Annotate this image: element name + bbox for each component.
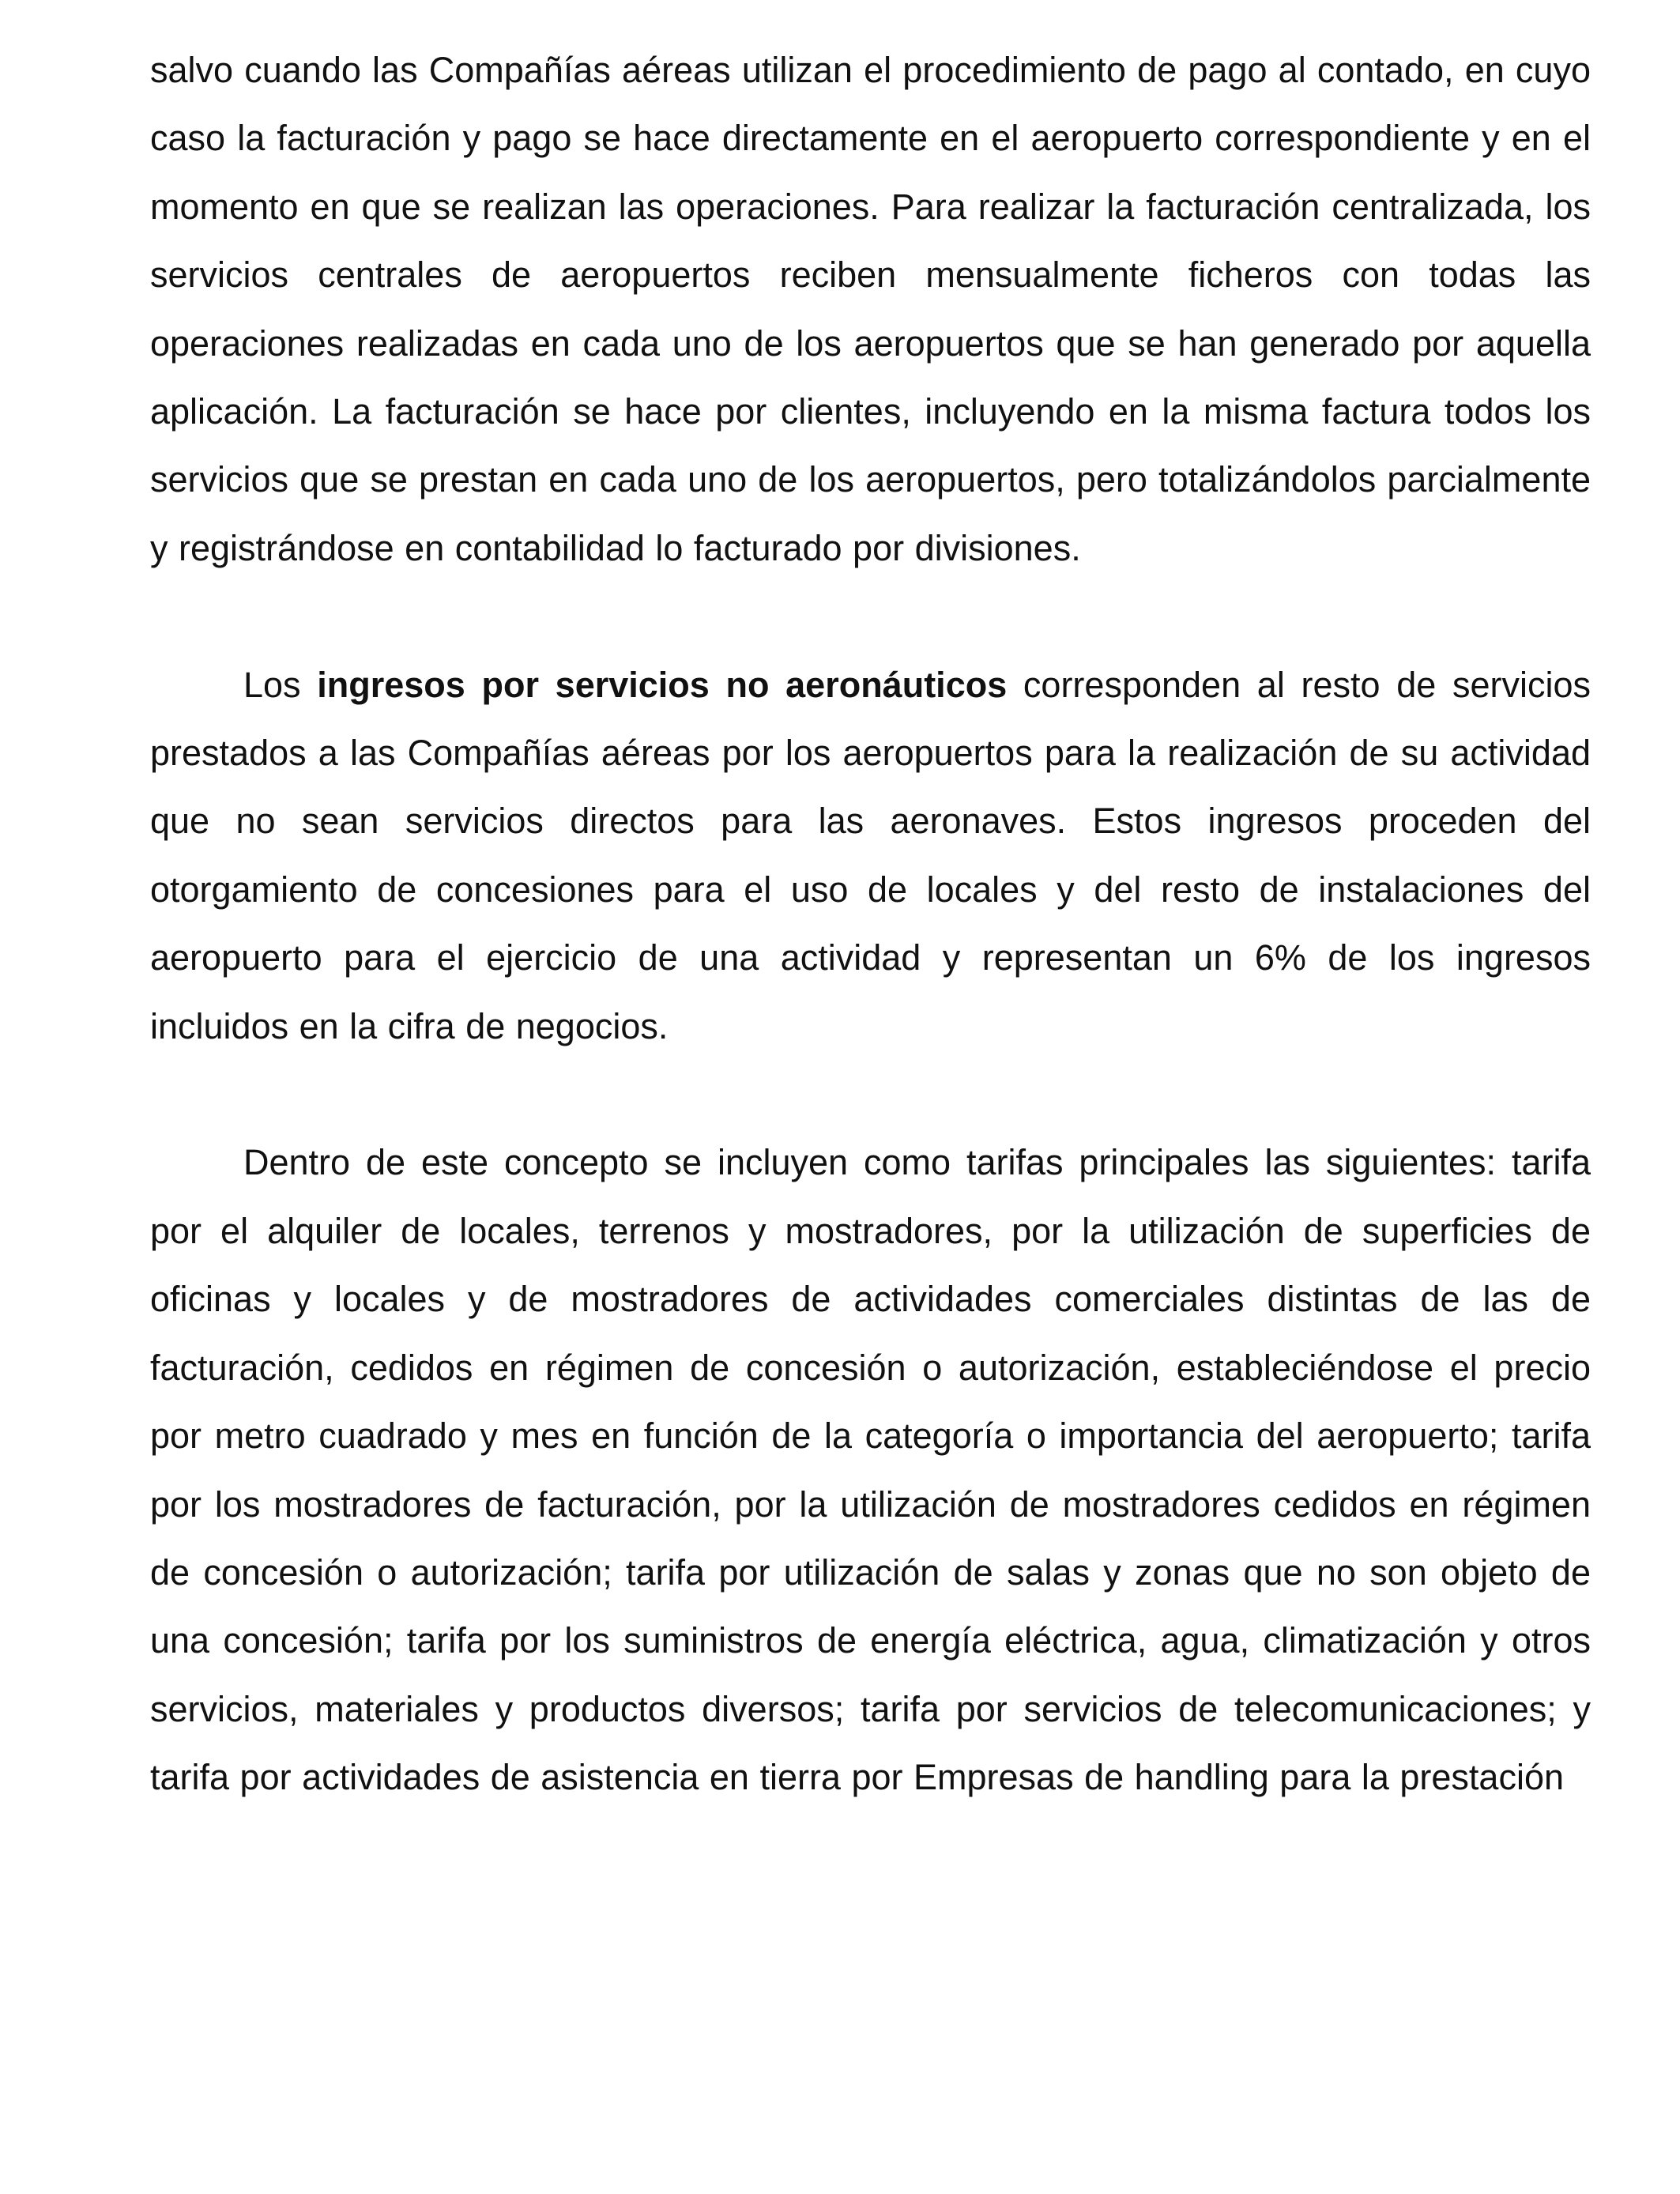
paragraph-ingresos-no-aeronauticos bbox=[150, 651, 1591, 1061]
paragraph-text-start: Los bbox=[243, 664, 318, 705]
document-page bbox=[150, 36, 1591, 1812]
paragraph-facturacion: salvo cuando las Compañías aéreas utilizan el procedimiento de pago al contado, en cuyo caso la facturación y pago se hace directamente en el aeropuerto correspondiente y en el momento en que se realizan las operaciones. Para realizar la facturación centralizada, los servicios centrales de aeropuertos reciben mensualmente ficheros con todas las operaciones realizadas en cada uno de los aeropuertos que se han generado por aquella aplicación. La facturación se hace por clientes, incluyendo en la misma factura todos los servicios que se prestan en cada uno de los aeropuertos, pero totalizándolos parcialmente y registrándose en contabilidad lo facturado por divisiones. bbox=[150, 50, 1591, 568]
bold-term: ingresos por servicios no aeronáuticos bbox=[317, 664, 1008, 705]
paragraph-text-rest: corresponden al resto de servicios prestados a las Compañías aéreas por los aeropuertos para la realización de su actividad que no sean servicios directos para las aeronaves. Estos ingresos proceden del otorgamiento de concesiones para el uso de locales y del resto de instalaciones del aeropuerto para el ejercicio de una actividad y representan un 6% de los ingresos incluidos en la cifra de negocios. bbox=[150, 664, 1591, 1046]
paragraph-tarifas-principales: Dentro de este concepto se incluyen como tarifas principales las siguientes: tarifa por el alquiler de locales, terrenos y mostradores, por la utilización de superficies de oficinas y locales y de mostradores de actividades comerciales distintas de las de facturación, cedidos en régimen de concesión o autorización, estableciéndose el precio por metro cuadrado y mes en función de la categoría o importancia del aeropuerto; tarifa por los mostradores de facturación, por la utilización de mostradores cedidos en régimen de concesión o autorización; tarifa por utilización de salas y zonas que no son objeto de una concesión; tarifa por los suministros de energía eléctrica, agua, climatización y otros servicios, materiales y productos diversos; tarifa por servicios de telecomunicaciones; y tarifa por actividades de asistencia en tierra por Empresas de handling para la prestación bbox=[150, 1142, 1591, 1798]
